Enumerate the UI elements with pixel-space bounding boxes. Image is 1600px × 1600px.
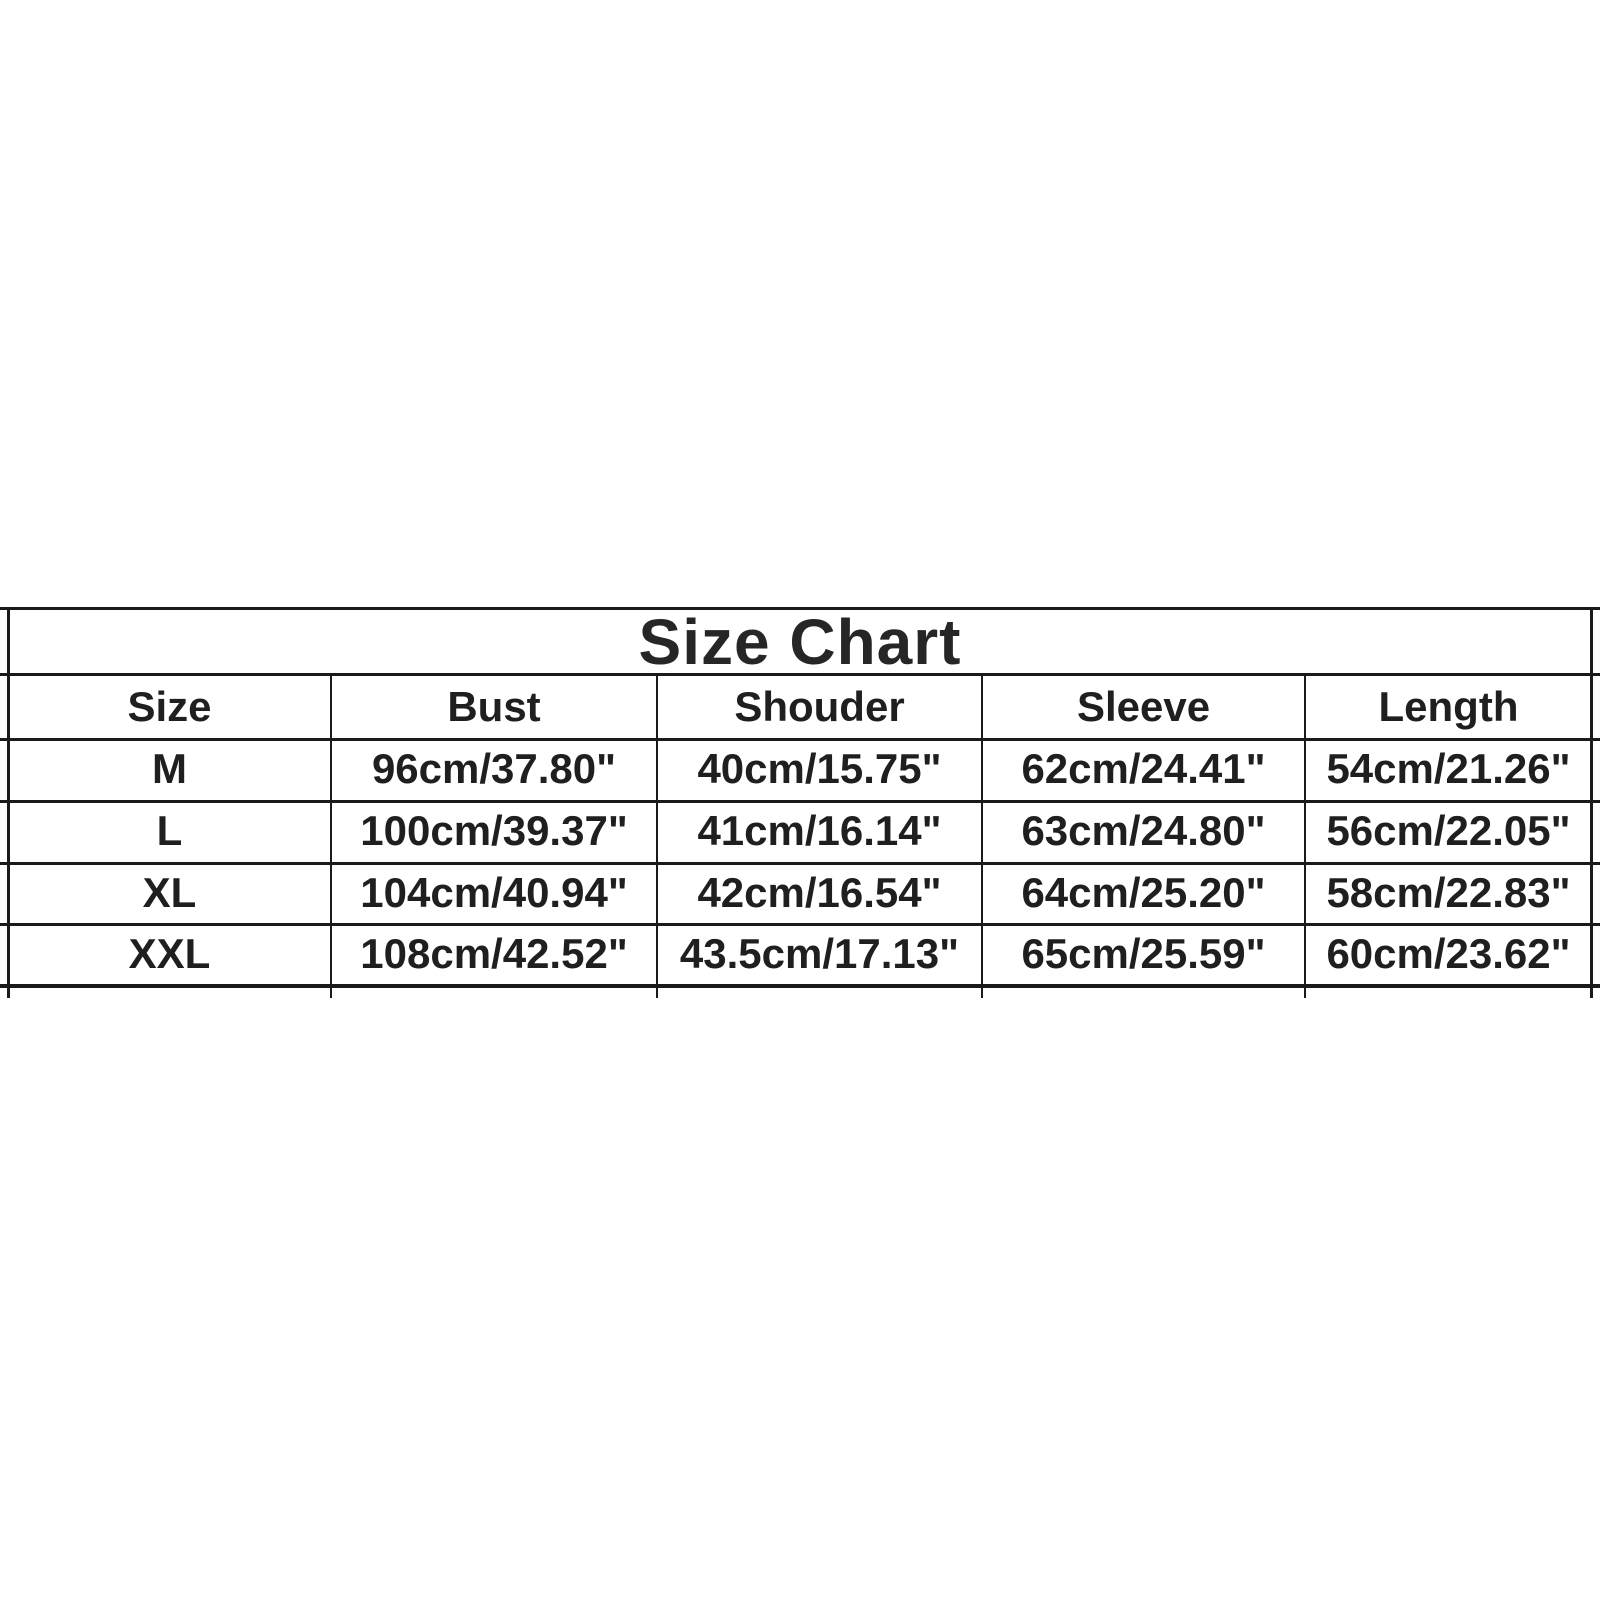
row-label-m: M [152, 745, 187, 792]
column-header-size: Size [127, 683, 212, 730]
table-cell: 60cm/23.62" [1326, 929, 1571, 977]
table-cell: 43.5cm/17.13" [679, 929, 960, 977]
table-cell: 65cm/25.59" [1021, 929, 1266, 977]
table-title-row [8, 606, 1592, 678]
column-header-length: Length [1378, 683, 1519, 730]
column-header-sleeve: Sleeve [1076, 683, 1211, 730]
table-cell: 104cm/40.94" [360, 868, 628, 916]
table-cell: 58cm/22.83" [1326, 868, 1571, 916]
table-cell: 63cm/24.80" [1021, 807, 1266, 854]
column-header-shouder: Shouder [734, 683, 905, 730]
table-line-row-xxl-bottom [0, 984, 1600, 988]
table-cell: 40cm/15.75" [697, 745, 942, 792]
table-cell: 62cm/24.41" [1021, 745, 1266, 792]
table-cell: 41cm/16.14" [697, 807, 942, 854]
row-label-xxl: XXL [128, 929, 211, 977]
table-title: Size Chart [638, 606, 962, 678]
table-cell: 96cm/37.80" [371, 745, 617, 792]
row-label-xl: XL [142, 868, 197, 916]
table-cell: 64cm/25.20" [1021, 868, 1266, 916]
table-cell: 56cm/22.05" [1326, 807, 1571, 854]
row-label-l: L [156, 807, 183, 854]
table-cell: 42cm/16.54" [697, 868, 942, 916]
table-cell: 108cm/42.52" [360, 929, 628, 977]
table-cell: 100cm/39.37" [360, 807, 628, 854]
column-header-bust: Bust [447, 683, 541, 730]
size-table-grid [8, 676, 1592, 984]
table-cell: 54cm/21.26" [1326, 745, 1571, 792]
